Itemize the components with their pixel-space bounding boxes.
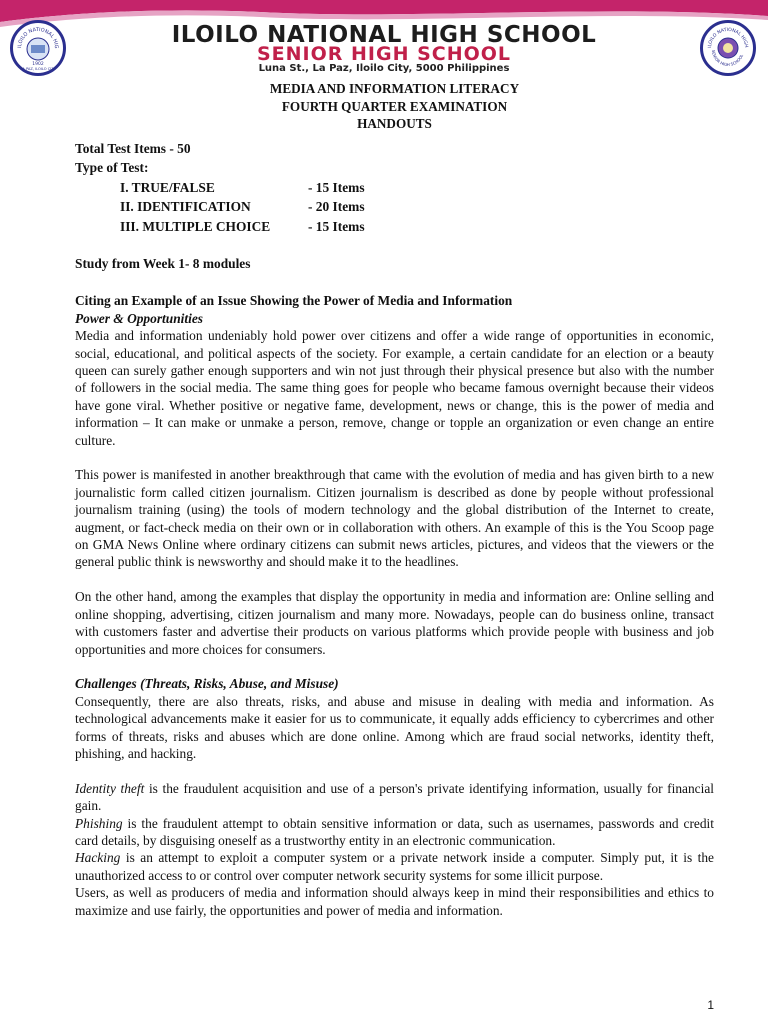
test-type-count: - 20 Items [308,199,365,214]
test-type-row [75,217,714,237]
definition-hacking [75,849,714,884]
svg-text:ILOILO NATIONAL HIGH SCHOOL: ILOILO NATIONAL HIGH [707,27,749,49]
test-type-name: III. MULTIPLE CHOICE [120,218,271,234]
definition-text: is an attempt to exploit a computer system or a private network inside a computer. Simply put, it is the unauthorized access to or control over computer network security systems for some illicit purpose. [75,850,714,883]
doc-title-line-1: MEDIA AND INFORMATION LITERACY [269,81,520,96]
doc-title-line-2: FOURTH QUARTER EXAMINATION [281,98,508,114]
test-type-count: - 15 Items [308,218,365,234]
school-subtitle: SENIOR HIGH SCHOOL [256,43,512,65]
test-type-name: I. TRUE/FALSE [120,179,215,195]
subheading-power-opportunities: Power & Opportunities [75,310,203,326]
definition-text: is the fraudulent acquisition and use of a person's private identifying information, usually for financial gain. [75,780,714,814]
svg-text:LA PAZ, ILOILO CITY: LA PAZ, ILOILO CITY [20,67,56,71]
school-header-banner [0,0,768,78]
page-number: 1 [707,998,714,1012]
term-identity-theft: Identity theft [75,780,145,796]
type-of-test-label: Type of Test: [75,160,149,175]
doc-title-line-3: HANDOUTS [357,116,432,131]
school-seal-right [700,20,756,76]
subheading-challenges: Challenges (Threats, Risks, Abuse, and Misuse) [75,676,339,692]
school-name: ILOILO NATIONAL HIGH SCHOOL [171,22,597,48]
test-type-name: II. IDENTIFICATION [120,199,251,214]
paragraph-power-intro: Media and information undeniably hold power over citizens and offer a wide range of opportunities in economic, social, educational, and political aspects of the society. For example, a certain candidate for an election or a beauty queen can surely gather enough supporters and win not just through their physical presence but also with the number of followers in the social media. The same thing goes for people who became famous overnight because their videos have gone viral. Whether positive or negative fame, development, news or change, this is the power of media and information – It can make or unmake a person, remove, change or topple an organization or even change an entire culture. [75,328,714,448]
handout-content [75,80,714,919]
paragraph-citizen-journalism: This power is manifested in another breakthrough that came with the evolution of media and has given birth to a new journalistic form called citizen journalism. Citizen journalism is described as done by people without professional journalism training (using) the tools of modern technology and the global distribution of the Internet to create, augment, or fact-check media on their own or in collaboration with others. An example of this is the You Scoop page on GMA News Online where ordinary citizens can submit news articles, pictures, and videos that the viewers or the general public think is newsworthy and should make it to the headlines. [75,467,714,570]
paragraph-threats: Consequently, there are also threats, risks, and abuse and misuse in dealing with media and information. As technological advancements make it easier for us to communicate, it equally adds efficiency to cybercrimes and other forms of threats, risks and abuses which are done online. Among which are fraud social networks, identity theft, phishing, and hacking. [75,693,714,761]
definition-text: is the fraudulent attempt to obtain sensitive information or data, such as usernames, passwords and credit card details, by disguising oneself as a trustworthy entity in an electronic communication. [75,815,714,848]
paragraph-opportunities: On the other hand, among the examples that display the opportunity in media and information are: Online selling and online shopping, advertising, citizen journalism and many more. Nowadays, people can do business online, transact with customers faster and advertise their products on various platforms which provide people with business and job opportunities and more choices for consumers. [75,589,714,657]
test-type-count: - 15 Items [308,179,365,195]
definition-identity-theft [75,780,714,815]
svg-text:ILOILO NATIONAL HIGH SCHOOL: ILOILO NATIONAL HIG [16,26,60,49]
study-coverage: Study from Week 1- 8 modules [75,256,251,271]
test-type-row [75,197,714,217]
total-test-items: Total Test Items - 50 [75,140,191,156]
section-heading-power-media: Citing an Example of an Issue Showing the Power of Media and Information [75,293,513,309]
paragraph-closing: Users, as well as producers of media and information should always keep in mind their responsibilities and ethics to maximize and use fairly, the opportunities and power of media and information. [75,885,714,918]
svg-text:1902: 1902 [32,62,44,67]
test-type-row [75,178,714,198]
school-address: Luna St., La Paz, Iloilo City, 5000 Philippines [258,63,510,74]
svg-text:SENIOR HIGH SCHOOL: SENIOR HIGH SCHOOL [710,49,745,68]
term-phishing: Phishing [75,815,123,831]
term-hacking: Hacking [75,850,121,866]
definition-phishing [75,815,714,850]
